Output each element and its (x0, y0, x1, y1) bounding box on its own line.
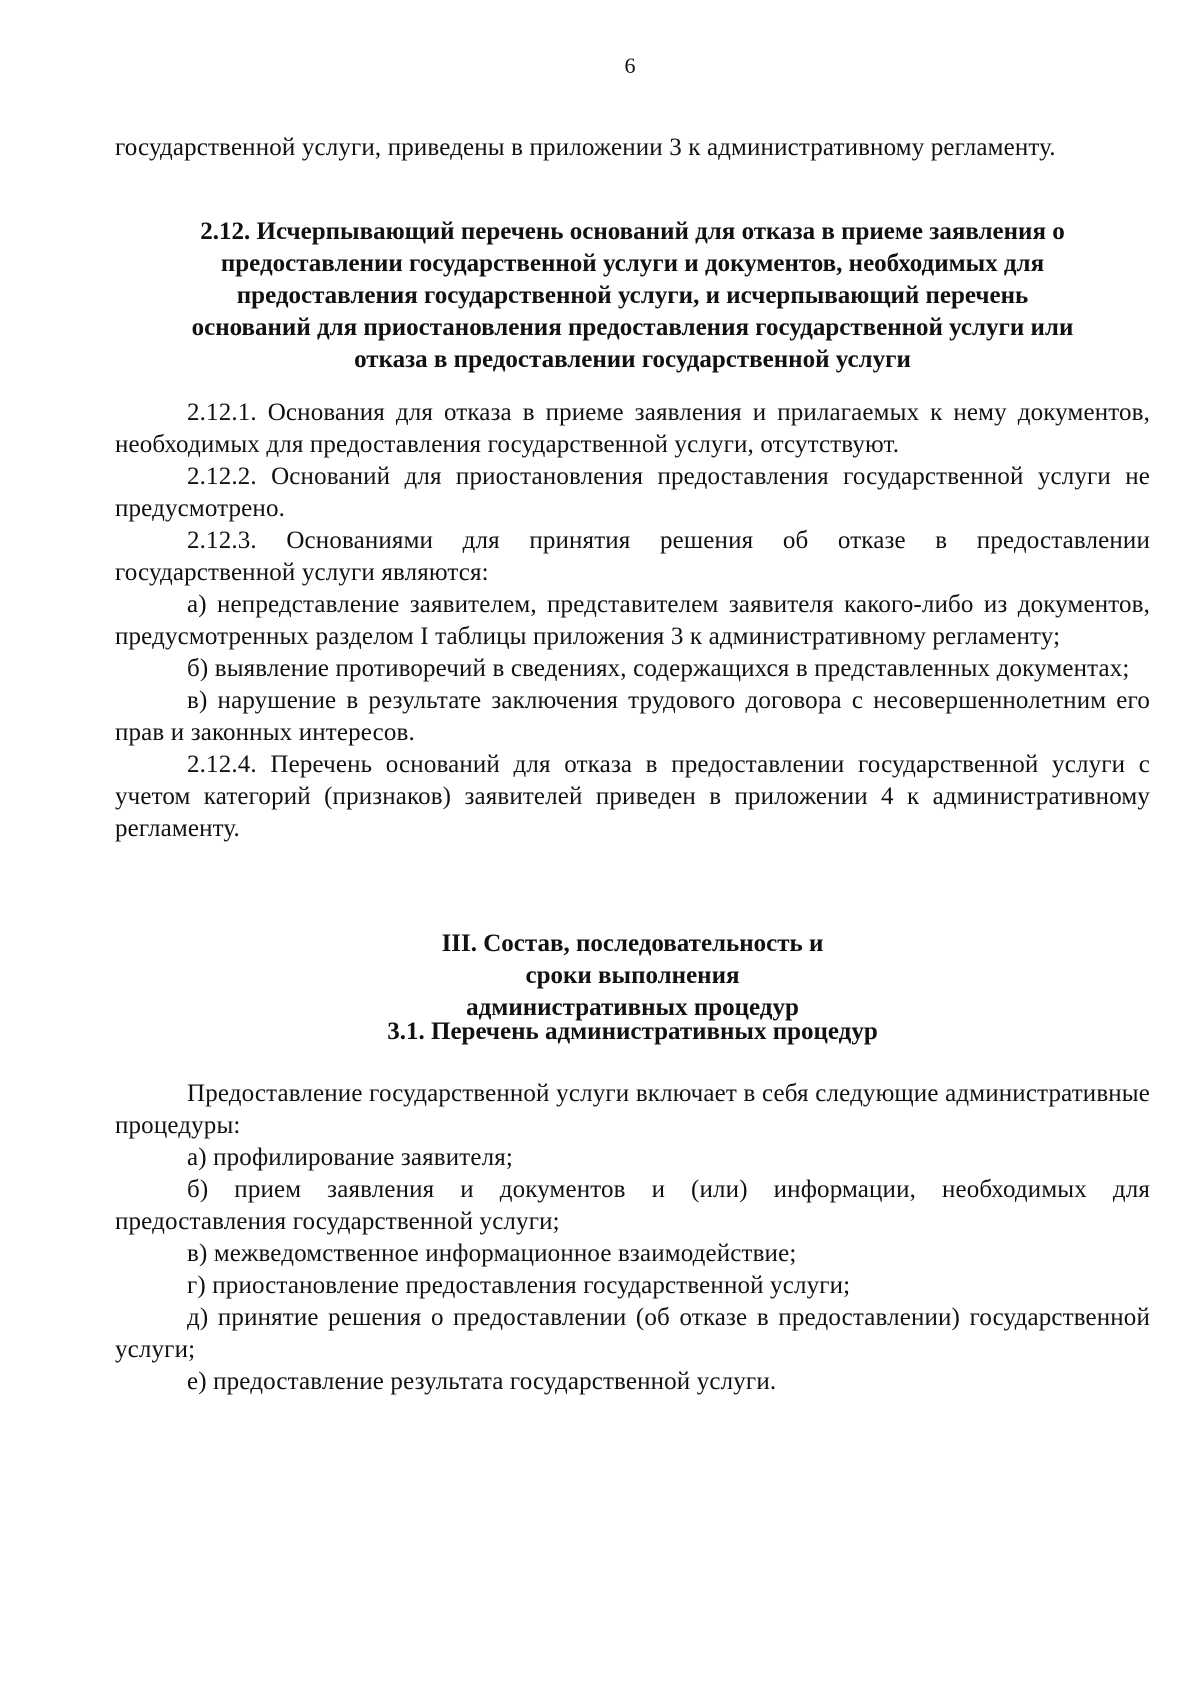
section-2-12-heading: 2.12. Исчерпывающий перечень оснований для отказа в приеме заявления о предоставлении государственной услуги и документов, необходимых для предоставления государственной услуги, и исчерпывающий перечень оснований для приостановления предоставления государственной услуги или отказа в предоставлении государственной услуги (191, 218, 1074, 373)
paragraph-2-12-2: 2.12.2. Оснований для приостановления предоставления государственной услуги не предусмотрено. (115, 463, 1150, 522)
procedure-item-e: е) предоставление результата государственной услуги. (187, 1368, 777, 1395)
list-item-a: а) непредставление заявителем, представителем заявителя какого-либо из документов, предусмотренных разделом I таблицы приложения 3 к административному регламенту; (115, 591, 1150, 650)
list-item-b: б) выявление противоречий в сведениях, содержащихся в представленных документах; (187, 655, 1130, 682)
section-2-12-body (115, 397, 1150, 845)
section-3-1-body (115, 1078, 1150, 1398)
paragraph-2-12-1: 2.12.1. Основания для отказа в приеме заявления и прилагаемых к нему документов, необходимых для предоставления государственной услуги, отсутствуют. (115, 399, 1150, 458)
procedures-intro: Предоставление государственной услуги включает в себя следующие административные процедуры: (115, 1080, 1150, 1139)
intro-paragraph: государственной услуги, приведены в приложении 3 к административному регламенту. (115, 134, 1056, 161)
page-number: 6 (624, 53, 636, 78)
procedure-item-g: г) приостановление предоставления государственной услуги; (187, 1272, 851, 1299)
list-item-v: в) нарушение в результате заключения трудового договора с несовершеннолетним его прав и законных интересов. (115, 687, 1150, 746)
section-III-heading: III. Состав, последовательность и сроки выполнения административных процедур (441, 930, 824, 1021)
paragraph-2-12-4: 2.12.4. Перечень оснований для отказа в предоставлении государственной услуги с учетом категорий (признаков) заявителей приведен в приложении 4 к административному регламенту. (115, 751, 1150, 842)
paragraph-2-12-3: 2.12.3. Основаниями для принятия решения об отказе в предоставлении государственной услуги являются: (115, 527, 1150, 586)
procedure-item-b: б) прием заявления и документов и (или) информации, необходимых для предоставления государственной услуги; (115, 1176, 1150, 1235)
procedure-item-v: в) межведомственное информационное взаимодействие; (187, 1240, 797, 1267)
section-3-1-heading: 3.1. Перечень административных процедур (387, 1018, 878, 1045)
procedure-item-a: а) профилирование заявителя; (187, 1144, 513, 1171)
procedure-item-d: д) принятие решения о предоставлении (об отказе в предоставлении) государственной услуги; (115, 1304, 1150, 1363)
intro-paragraph-block (115, 132, 1150, 164)
